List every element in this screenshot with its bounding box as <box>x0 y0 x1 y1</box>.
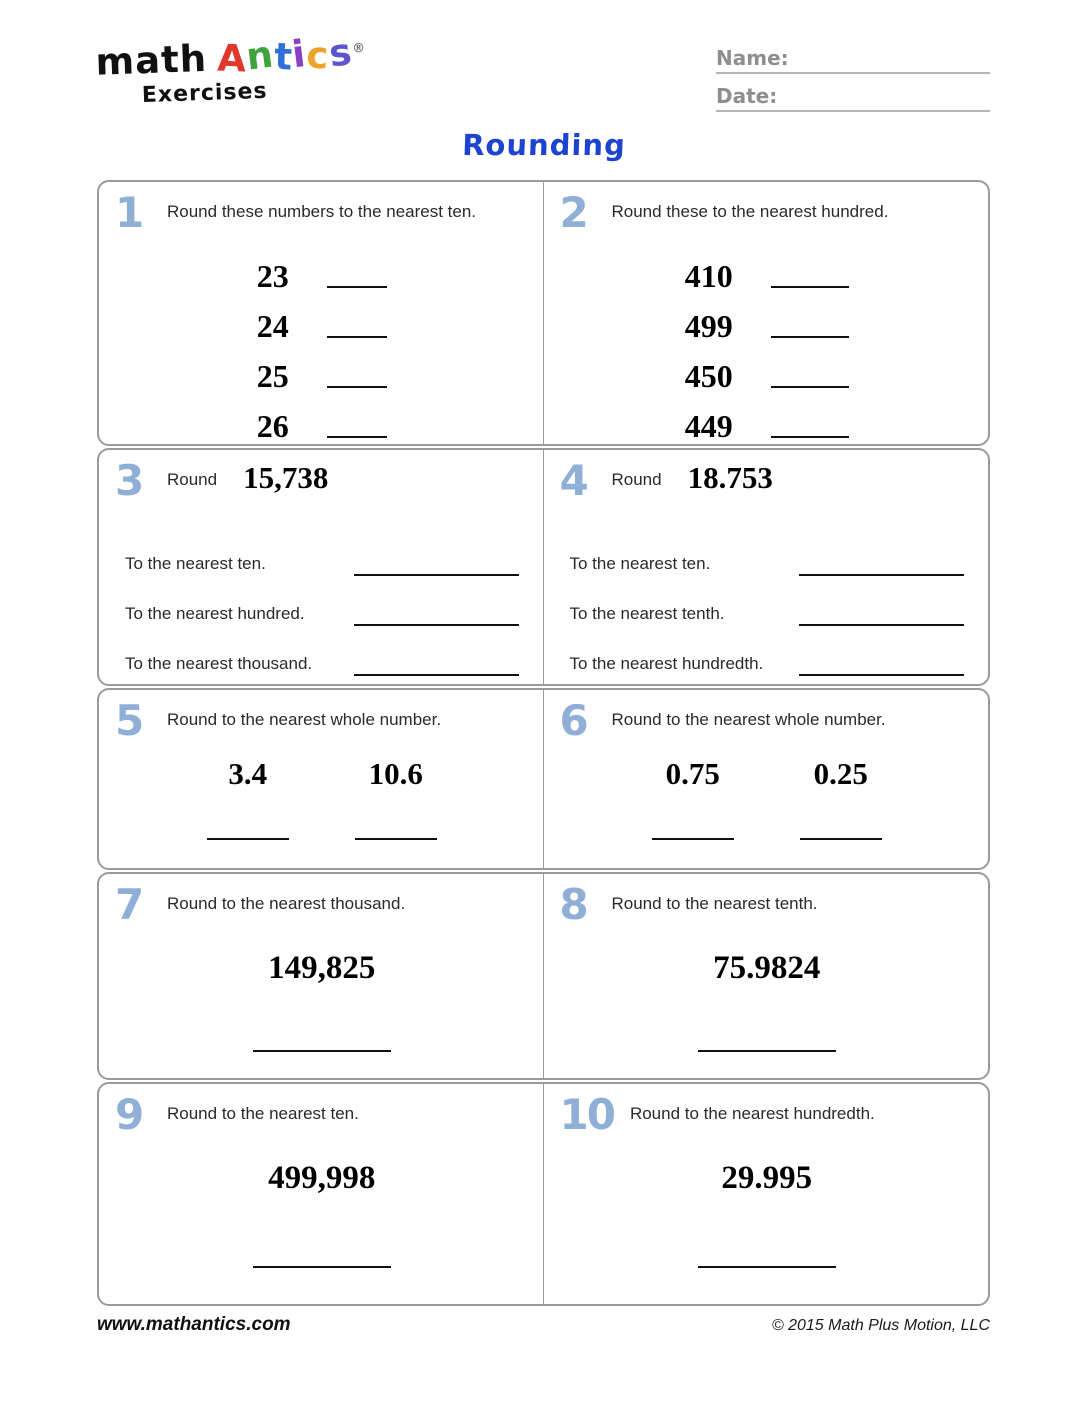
registered-trademark-icon: ® <box>351 41 367 57</box>
section-4-number: 4 <box>559 456 587 505</box>
number-to-round: 449 <box>684 407 733 444</box>
section-6-blanks <box>560 838 975 840</box>
section-4-value: 18.753 <box>687 460 773 495</box>
list-item <box>115 626 529 676</box>
list-item <box>115 342 529 392</box>
list-item <box>560 392 975 442</box>
number-to-round: 25 <box>256 357 289 394</box>
answer-blank[interactable] <box>799 674 964 676</box>
worksheet-row-2 <box>97 448 990 686</box>
round-target-label: To the nearest ten. <box>569 553 711 573</box>
section-9-instruction: Round to the nearest ten. <box>167 1104 359 1123</box>
list-item <box>560 292 975 342</box>
answer-blank[interactable] <box>253 1050 391 1052</box>
math-antics-logo <box>94 29 367 109</box>
number-to-round: 24 <box>256 307 289 344</box>
round-target-label: To the nearest tenth. <box>569 603 725 623</box>
round-target-label: To the nearest thousand. <box>125 653 313 673</box>
section-5-values <box>115 756 529 792</box>
logo-letter-a: A <box>216 36 248 81</box>
section-8 <box>544 874 989 1078</box>
name-label: Name: <box>716 46 789 70</box>
answer-blank[interactable] <box>698 1266 836 1268</box>
list-item <box>560 576 975 626</box>
number-to-round: 75.9824 <box>713 949 821 986</box>
section-6-number: 6 <box>559 696 587 745</box>
answer-blank[interactable] <box>327 386 387 388</box>
website-link[interactable]: www.mathantics.com <box>97 1314 291 1335</box>
section-5 <box>99 690 544 868</box>
logo-wordmark <box>94 29 367 84</box>
number-to-round: 499,998 <box>268 1159 376 1196</box>
page-title: Rounding <box>461 128 627 162</box>
copyright-text: © 2015 Math Plus Motion, LLC <box>771 1317 990 1334</box>
logo-letter-s: s <box>326 29 355 76</box>
number-to-round: 0.25 <box>813 755 868 791</box>
section-6-values <box>560 756 975 792</box>
answer-blank[interactable] <box>771 386 849 388</box>
section-7-instruction: Round to the nearest thousand. <box>167 894 406 913</box>
section-2-number: 2 <box>559 188 587 237</box>
list-item <box>115 242 529 292</box>
number-to-round: 149,825 <box>268 949 376 986</box>
section-5-blanks <box>115 838 529 840</box>
logo-subtitle: Exercises <box>141 78 268 109</box>
list-item <box>560 626 975 676</box>
worksheet-row-4 <box>97 872 990 1080</box>
section-4-round-label: Round <box>611 470 662 489</box>
number-to-round: 23 <box>256 257 289 294</box>
answer-blank[interactable] <box>800 838 882 840</box>
section-7 <box>99 874 544 1078</box>
answer-blank[interactable] <box>207 838 289 840</box>
answer-blank[interactable] <box>354 624 519 626</box>
number-to-round: 29.995 <box>721 1159 813 1196</box>
section-9-number: 9 <box>115 1090 143 1139</box>
answer-blank[interactable] <box>327 336 387 338</box>
list-item <box>560 526 975 576</box>
answer-blank[interactable] <box>799 574 964 576</box>
answer-blank[interactable] <box>771 336 849 338</box>
section-5-instruction: Round to the nearest whole number. <box>167 710 442 729</box>
number-to-round: 410 <box>684 257 733 294</box>
section-6 <box>544 690 989 868</box>
answer-blank[interactable] <box>327 436 387 438</box>
answer-blank[interactable] <box>354 574 519 576</box>
section-7-number: 7 <box>115 880 143 929</box>
section-1-number-list <box>115 242 529 442</box>
student-info-fields <box>716 46 990 122</box>
round-target-label: To the nearest hundredth. <box>569 653 764 673</box>
section-8-instruction: Round to the nearest tenth. <box>611 894 818 913</box>
number-to-round: 26 <box>256 407 289 444</box>
page-footer <box>97 1314 990 1336</box>
date-label: Date: <box>716 84 778 108</box>
list-item <box>560 342 975 392</box>
section-3-rows <box>115 526 529 676</box>
logo-word-math: math <box>94 36 208 84</box>
logo-letter-i: i <box>289 31 309 77</box>
worksheet-grid <box>97 180 990 1308</box>
section-1 <box>99 182 544 444</box>
round-target-label: To the nearest hundred. <box>125 603 305 623</box>
list-item <box>115 292 529 342</box>
answer-blank[interactable] <box>771 286 849 288</box>
number-to-round: 3.4 <box>228 755 268 791</box>
answer-blank[interactable] <box>253 1266 391 1268</box>
section-2-number-list <box>560 242 975 442</box>
section-10-number: 10 <box>559 1090 614 1139</box>
section-5-number: 5 <box>115 696 143 745</box>
section-10-instruction: Round to the nearest hundredth. <box>629 1104 875 1123</box>
list-item <box>560 242 975 292</box>
answer-blank[interactable] <box>771 436 849 438</box>
logo-letter-n: n <box>244 32 277 79</box>
number-to-round: 10.6 <box>368 755 423 791</box>
section-3 <box>99 450 544 684</box>
logo-letter-c: c <box>305 33 330 78</box>
name-field[interactable] <box>716 46 990 74</box>
answer-blank[interactable] <box>354 674 519 676</box>
answer-blank[interactable] <box>698 1050 836 1052</box>
section-1-number: 1 <box>115 188 143 237</box>
logo-letter-t: t <box>273 34 294 79</box>
number-to-round: 450 <box>684 357 733 394</box>
section-3-round-label: Round <box>167 470 218 489</box>
round-target-label: To the nearest ten. <box>125 553 266 573</box>
section-10 <box>544 1084 989 1304</box>
section-2-instruction: Round these to the nearest hundred. <box>611 202 889 221</box>
section-6-instruction: Round to the nearest whole number. <box>611 710 886 729</box>
list-item <box>115 526 529 576</box>
section-1-instruction: Round these numbers to the nearest ten. <box>167 202 477 221</box>
list-item <box>115 392 529 442</box>
section-8-number: 8 <box>559 880 587 929</box>
section-2 <box>544 182 989 444</box>
worksheet-row-5 <box>97 1082 990 1306</box>
answer-blank[interactable] <box>652 838 734 840</box>
list-item <box>115 576 529 626</box>
section-3-number: 3 <box>115 456 143 505</box>
section-4 <box>544 450 989 684</box>
number-to-round: 0.75 <box>665 755 720 791</box>
answer-blank[interactable] <box>355 838 437 840</box>
number-to-round: 499 <box>684 307 733 344</box>
date-field[interactable] <box>716 84 990 112</box>
section-9 <box>99 1084 544 1304</box>
answer-blank[interactable] <box>799 624 964 626</box>
section-4-rows <box>560 526 975 676</box>
worksheet-row-3 <box>97 688 990 870</box>
worksheet-row-1 <box>97 180 990 446</box>
answer-blank[interactable] <box>327 286 387 288</box>
section-3-value: 15,738 <box>243 460 329 495</box>
